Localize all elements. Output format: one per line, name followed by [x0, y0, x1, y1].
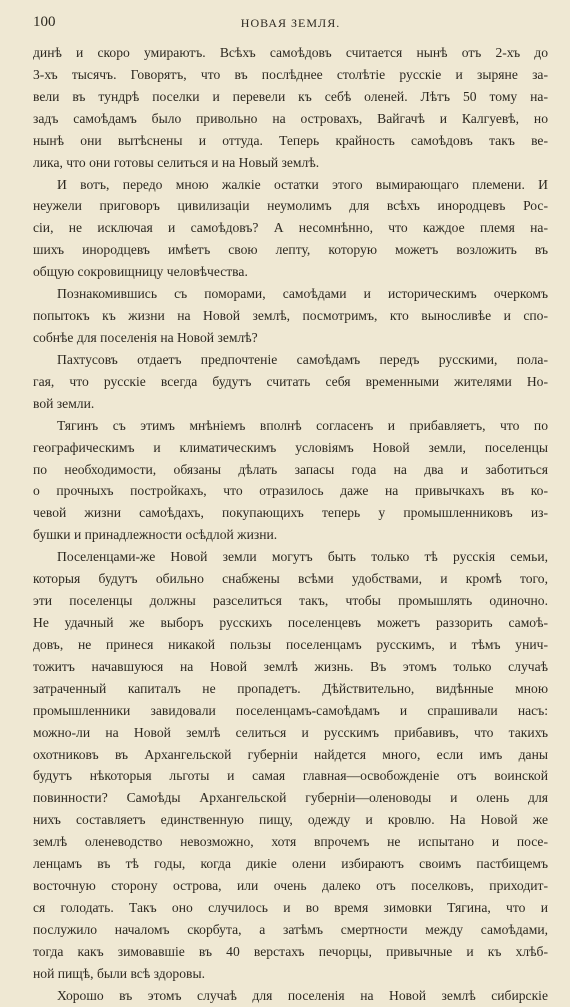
text-line: чевой жизни самоѣдахъ, покупающихъ теперь у промышленниковъ из-	[33, 505, 548, 521]
text-line: попытокъ къ жизни на Новой землѣ, посмотримъ, кто выносливѣе и спо-	[33, 308, 548, 324]
page-number: 100	[33, 14, 56, 30]
text-line: вой земли.	[33, 395, 95, 411]
text-line: нихъ составляетъ единственную пищу, одежду и кровлю. На Новой же	[33, 812, 548, 828]
running-title: НОВАЯ ЗЕМЛЯ.	[240, 16, 341, 30]
text-line: нынѣ они вытѣснены и оттуда. Теперь крайность самоѣдовъ такъ ве-	[33, 132, 548, 148]
text-line: восточную сторону острова, или очень далеко отъ поселковъ, приходит-	[33, 878, 548, 894]
text-line: ной пищѣ, были всѣ здоровы.	[33, 965, 205, 981]
text-line: по необходимости, обязаны дѣлать запасы года на два и заботиться	[33, 461, 548, 477]
text-line: неужели приговоръ цивилизаціи неумолимъ для всѣхъ инородцевъ Рос-	[33, 198, 548, 214]
text-line: послужило началомъ скорбута, а затѣмъ смертности между самоѣдами,	[33, 921, 548, 937]
text-line: 3-хъ тысячъ. Говорятъ, что въ послѣднее столѣтіе русскіе и зыряне за-	[33, 66, 548, 82]
text-line: шихъ инородцевъ имѣетъ свою лепту, которую можетъ возложить въ	[33, 242, 548, 258]
text-line: землѣ оленеводство невозможно, хотя впрочемъ не испытано и посе-	[33, 834, 548, 850]
text-line: вели въ тундрѣ поселки и перевели къ себѣ оленей. Лѣтъ 50 тому на-	[33, 88, 548, 104]
text-line: задъ самоѣдамъ было привольно на островахъ, Вайгачѣ и Калгуевѣ, но	[33, 110, 548, 126]
body-text	[33, 42, 548, 1007]
text-line: повинности? Самоѣды Архангельской губерніи—оленоводы и олень для	[33, 790, 548, 806]
text-line: тогда какъ зимовавшіе въ 40 верстахъ печорцы, привычные и къ хлѣб-	[33, 943, 548, 959]
text-line: Не удачный же выборъ русскихъ поселенцевъ можетъ раззорить самоѣ-	[33, 614, 548, 630]
text-line: тожитъ начавшуюся на Новой землѣ жизнь. Въ этомъ только случаѣ	[33, 658, 548, 674]
text-line: можно-ли на Новой землѣ селиться и русскимъ прибавивъ, что такихъ	[33, 724, 548, 740]
text-line: эти поселенцы должны разселиться такъ, чтобы промышлять одиночно.	[33, 593, 548, 609]
text-line: географическимъ и климатическимъ условіямъ Новой земли, поселенцы	[33, 439, 548, 455]
text-line: динѣ и скоро умираютъ. Всѣхъ самоѣдовъ считается нынѣ отъ 2-хъ до	[33, 45, 548, 60]
text-line: ленцамъ въ тѣ годы, когда дикіе олени избираютъ своимъ пастбищемъ	[33, 856, 548, 872]
text-line: будутъ нѣкоторыя льготы и самая главная—освобожденіе отъ воинской	[33, 768, 548, 784]
text-line: лика, что они готовы селиться и на Новый землѣ.	[33, 154, 320, 170]
text-line: о прочныхъ постройкахъ, что отразилось даже на привычкахъ въ ко-	[33, 483, 548, 499]
text-line: ся голодать. Такъ оно случилось и во время зимовки Тягина, что и	[33, 899, 548, 915]
text-line: Поселенцами-же Новой земли могутъ быть только тѣ русскія семьи,	[57, 549, 548, 565]
text-line: гая, что русскіе всегда будутъ считать себя временными жителями Но-	[33, 373, 548, 389]
text-line: Пахтусовъ отдаетъ предпочтеніе самоѣдамъ передъ русскими, пола-	[57, 351, 548, 367]
text-line: затраченный капиталъ не пропадетъ. Дѣйствительно, видѣнные мною	[33, 680, 548, 696]
text-line: бушки и принадлежности осѣдлой жизни.	[33, 527, 278, 543]
text-line: общую сокровищницу человѣчества.	[33, 264, 248, 280]
text-line: Познакомившись съ поморами, самоѣдами и историческимъ очеркомъ	[57, 286, 548, 302]
text-line: сіи, не исключая и самоѣдовъ? А несомнѣнно, что каждое племя на-	[33, 220, 548, 236]
text-line: собнѣе для поселенія на Новой землѣ?	[33, 329, 258, 345]
text-line: Хорошо въ этомъ случаѣ для поселенія на Новой землѣ сибирскіе	[57, 987, 548, 1003]
text-line: охотниковъ въ Архангельской губерніи найдется много, если имъ даны	[33, 746, 548, 762]
text-line: довъ, не принеся никакой пользы поселенцамъ русскимъ, и тѣмъ унич-	[33, 636, 548, 652]
text-line: И вотъ, передо мною жалкіе остатки этого вымирающаго племени. И	[57, 176, 548, 192]
text-line: промышленники завидовали поселенцамъ-самоѣдамъ и спрашивали насъ:	[33, 702, 548, 718]
text-line: Тягинъ съ этимъ мнѣніемъ вполнѣ согласенъ и прибавляетъ, что по	[57, 417, 548, 433]
text-line: которыя будутъ обильно снабжены всѣми удобствами, и кромѣ того,	[33, 571, 548, 587]
page-header	[33, 14, 548, 36]
